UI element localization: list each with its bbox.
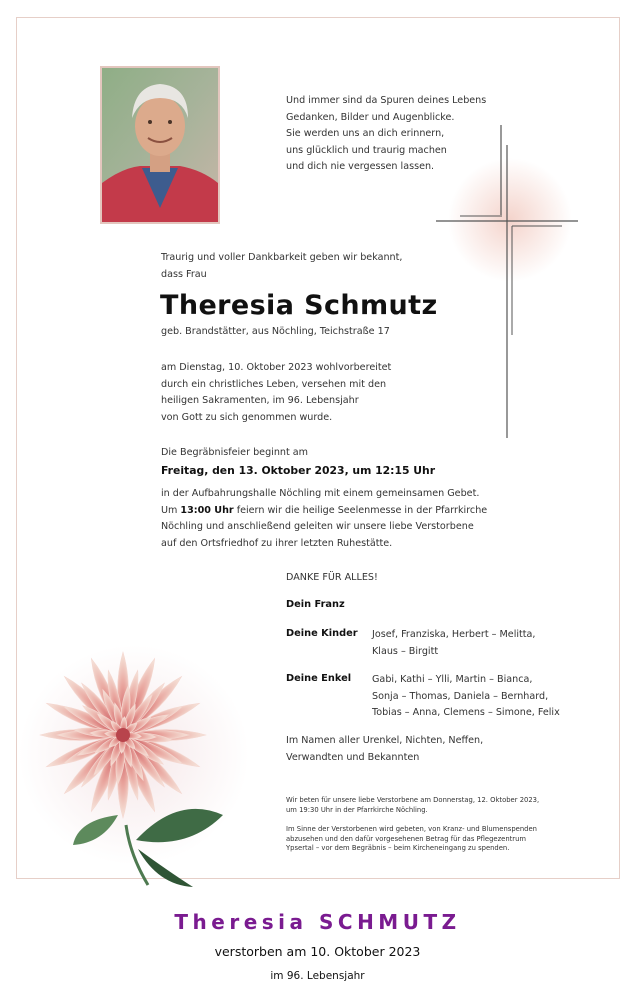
children-list: Josef, Franziska, Herbert – Melitta, Klaus – Birgitt (372, 629, 536, 657)
funeral-date: Freitag, den 13. Oktober 2023, um 12:15 Uhr (161, 464, 436, 477)
portrait-photo (100, 66, 220, 224)
flower-center (116, 728, 130, 742)
others-text: Im Namen aller Urenkel, Nichten, Neffen, Verwandten und Bekannten (286, 735, 484, 763)
prayer-note: Wir beten für unsere liebe Verstorbene am Donnerstag, 12. Oktober 2023, um 19:30 Uhr in der Pfarrkirche Nöchling. (286, 796, 540, 814)
grandchildren-list: Gabi, Kathi – Ylli, Martin – Bianca, Sonja – Thomas, Daniela – Bernhard, Tobias – Anna, Clemens – Simone, Felix (372, 674, 560, 719)
footer-death-date: verstorben am 10. Oktober 2023 (214, 944, 421, 959)
deceased-name: Theresia Schmutz (160, 290, 438, 321)
origin-text: geb. Brandstätter, aus Nöchling, Teichstraße 17 (161, 326, 390, 337)
husband-label: Dein Franz (286, 599, 345, 610)
death-text: am Dienstag, 10. Oktober 2023 wohlvorbereitet durch ein christliches Leben, versehen mit den heiligen Sakramenten, im 96. Lebensjahr von Gott zu sich genommen wurde. (161, 362, 392, 423)
donation-note: Im Sinne der Verstorbenen wird gebeten, von Kranz- und Blumenspenden abzusehen und den dafür vorgesehenen Betrag für das Pflegezentrum Ypsertal – vor dem Begräbnis – beim Kircheneingang zu spenden. (286, 825, 537, 853)
mass-time: 13:00 Uhr (180, 504, 234, 516)
footer-age: im 96. Lebensjahr (270, 970, 365, 982)
poem: Und immer sind da Spuren deines Lebens Gedanken, Bilder und Augenblicke. Sie werden uns an dich erinnern, uns glücklich und traurig machen und dich nie vergessen lassen. (286, 95, 487, 173)
children-label: Deine Kinder (286, 628, 358, 639)
grandchildren-label: Deine Enkel (286, 673, 352, 684)
thanks-text: DANKE FÜR ALLES! (286, 572, 378, 583)
funeral-text: in der Aufbahrungshalle Nöchling mit einem gemeinsamen Gebet. Um 13:00 Uhr feiern wir die heilige Seelenmesse in der Pfarrkirche Nöchling und anschließend geleiten wir unsere liebe Verstorbene auf den Ortsfriedhof zu ihrer letzten Ruhestätte. (161, 488, 488, 549)
footer-title: Theresia SCHMUTZ (174, 910, 461, 934)
dahlia-flower-icon (18, 635, 250, 895)
funeral-intro: Die Begräbnisfeier beginnt am (161, 447, 309, 458)
intro-text: Traurig und voller Dankbarkeit geben wir bekannt, dass Frau (161, 252, 403, 280)
